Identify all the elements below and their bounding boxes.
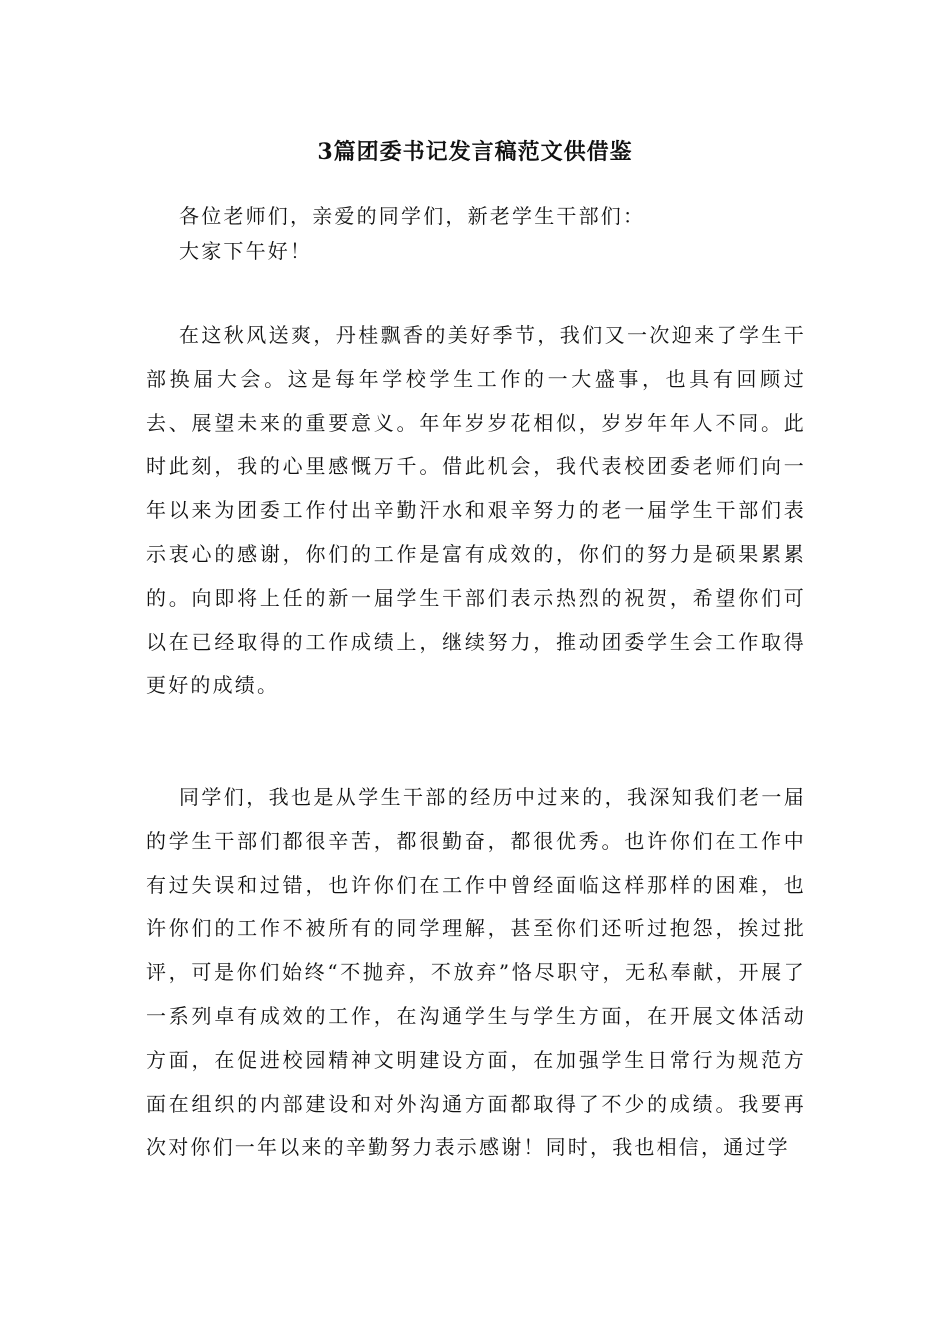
salutation-paragraph: 大家下午好！: [179, 239, 313, 263]
body-paragraph-1: 在这秋风送爽，丹桂飘香的美好季节，我们又一次迎来了学生干部换届大会。这是每年学校学生工作的一大盛事，也具有回顾过去、展望未来的重要意义。年年岁岁花相似，岁岁年年人不同。此时此刻，我的心里感慨万千。借此机会，我代表校团委老师们向一年以来为团委工作付出辛勤汗水和艰辛努力的老一届学生干部们表示衷心的感谢，你们的工作是富有成效的，你们的努力是硕果累累的。向即将上任的新一届学生干部们表示热烈的祝贺，希望你们可以在已经取得的工作成绩上，继续努力，推动团委学生会工作取得更好的成绩。: [146, 323, 806, 698]
document-title: 3篇团委书记发言稿范文供借鉴: [317, 139, 633, 165]
body-paragraph-2: 同学们，我也是从学生干部的经历中过来的，我深知我们老一届的学生干部们都很辛苦，都很勤奋，都很优秀。也许你们在工作中有过失误和过错，也许你们在工作中曾经面临这样那样的困难，也许你们的工作不被所有的同学理解，甚至你们还听过抱怨，挨过批评，可是你们始终“不抛弃，不放弃”恪尽职守，无私奉献，开展了一系列卓有成效的工作，在沟通学生与学生方面，在开展文体活动方面，在促进校园精神文明建设方面，在加强学生日常行为规范方面在组织的内部建设和对外沟通方面都取得了不少的成绩。我要再次对你们一年以来的辛勤努力表示感谢！同时，我也相信，通过学: [146, 785, 806, 1160]
greeting-paragraph: 各位老师们，亲爱的同学们，新老学生干部们：: [179, 204, 646, 228]
